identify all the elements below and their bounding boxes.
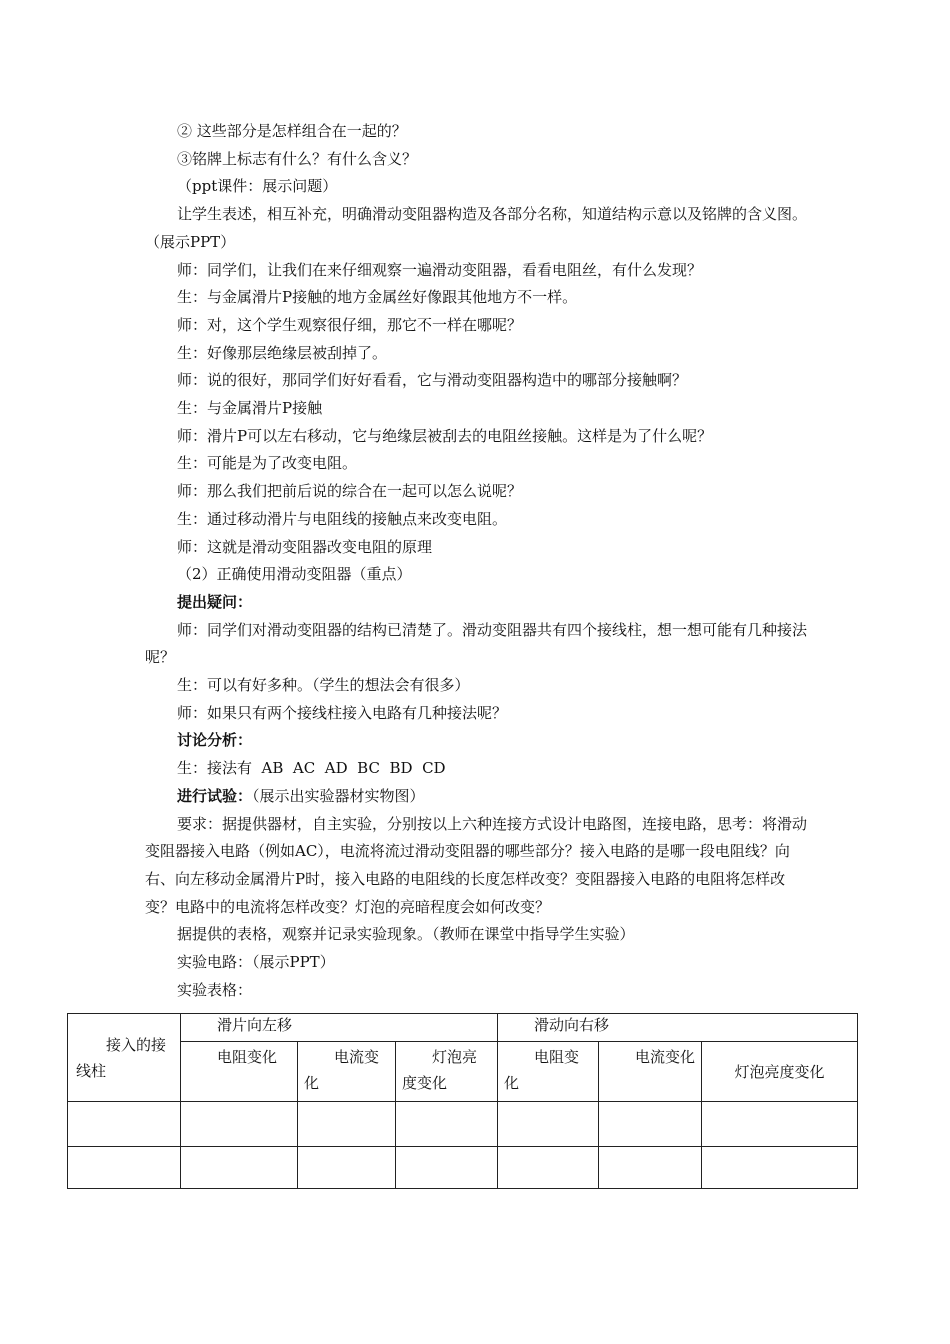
table-cell bbox=[702, 1102, 858, 1147]
paragraph: 师：那么我们把前后说的综合在一起可以怎么说呢？ bbox=[177, 482, 523, 501]
paragraph: 师：同学们，让我们在来仔细观察一遍滑动变阻器，看看电阻丝，有什么发现？ bbox=[177, 260, 703, 279]
paragraph: 师：说的很好，那同学们好好看看，它与滑动变阻器构造中的哪部分接触啊？ bbox=[177, 371, 688, 390]
lesson-text bbox=[145, 118, 815, 1005]
paragraph: 生：与金属滑片P接触的地方金属丝好像跟其他地方不一样。 bbox=[177, 288, 578, 307]
paragraph: 师：滑片P可以左右移动，它与绝缘层被刮去的电阻丝接触。这样是为了什么呢？ bbox=[177, 426, 713, 445]
header-slide-left-label: 滑片向左移 bbox=[217, 1016, 293, 1034]
header-slide-left bbox=[181, 1014, 498, 1042]
table-cell bbox=[396, 1147, 498, 1189]
paragraph-experiment-text: （展示出实验器材实物图） bbox=[252, 786, 425, 805]
table-cell bbox=[599, 1147, 702, 1189]
table-row bbox=[68, 1102, 858, 1147]
paragraph: 师：这就是滑动变阻器改变电阻的原理 bbox=[177, 537, 433, 556]
paragraph: 实验电路：（展示PPT） bbox=[177, 953, 335, 972]
paragraph: 生：与金属滑片P接触 bbox=[177, 399, 323, 418]
paragraph: 师：如果只有两个接线柱接入电路有几种接法呢？ bbox=[177, 703, 508, 722]
subheading-discussion: 讨论分析： bbox=[177, 731, 253, 750]
table-cell bbox=[599, 1102, 702, 1147]
table-cell bbox=[298, 1102, 396, 1147]
paragraph: ② 这些部分是怎样组合在一起的？ bbox=[177, 122, 407, 140]
paragraph: 生：通过移动滑片与电阻线的接触点来改变电阻。 bbox=[177, 509, 508, 528]
table-cell bbox=[498, 1102, 599, 1147]
paragraph: 生：可能是为了改变电阻。 bbox=[177, 454, 358, 473]
header-terminals bbox=[68, 1014, 181, 1102]
paragraph: 生：可以有好多种。（学生的想法会有很多） bbox=[177, 676, 470, 695]
paragraph: 实验表格： bbox=[177, 980, 253, 999]
subheader-label: 电流变化 bbox=[304, 1048, 380, 1092]
subheader-label: 灯泡亮度变化 bbox=[402, 1048, 478, 1092]
subheader-label: 电阻变化 bbox=[504, 1048, 580, 1092]
header-slide-right-label: 滑动向右移 bbox=[534, 1016, 610, 1034]
subheader-label: 电流变化 bbox=[635, 1048, 696, 1066]
paragraph-experiment bbox=[145, 783, 815, 811]
table-cell bbox=[181, 1102, 298, 1147]
subheader-label: 灯泡亮度变化 bbox=[734, 1062, 825, 1081]
subheading-experiment: 进行试验： bbox=[177, 786, 253, 805]
section-heading: （2）正确使用滑动变阻器（重点） bbox=[177, 565, 412, 584]
subheader-cell bbox=[396, 1042, 498, 1102]
paragraph: 生：好像那层绝缘层被刮掉了。 bbox=[177, 343, 388, 362]
subheading-raise-question: 提出疑问： bbox=[177, 592, 253, 611]
table-cell bbox=[181, 1147, 298, 1189]
table-cell bbox=[68, 1147, 181, 1189]
subheader-cell bbox=[702, 1042, 858, 1102]
header-slide-right bbox=[498, 1014, 858, 1042]
paragraph: 生：接法有 AB AC AD BC BD CD bbox=[177, 759, 446, 778]
subheader-cell bbox=[498, 1042, 599, 1102]
subheader-cell bbox=[298, 1042, 396, 1102]
paragraph: 让学生表述，相互补充，明确滑动变阻器构造及各部分名称，知道结构示意以及铭牌的含义图。（展示PPT） bbox=[145, 205, 808, 251]
paragraph: 师：同学们对滑动变阻器的结构已清楚了。滑动变阻器共有四个接线柱，想一想可能有几种接法呢？ bbox=[145, 620, 808, 667]
table-cell bbox=[396, 1102, 498, 1147]
table-row bbox=[68, 1147, 858, 1189]
subheader-label: 电阻变化 bbox=[217, 1048, 278, 1066]
table-cell bbox=[298, 1147, 396, 1189]
paragraph: 据提供的表格，观察并记录实验现象。（教师在课堂中指导学生实验） bbox=[177, 925, 635, 944]
paragraph: 师：对，这个学生观察很仔细，那它不一样在哪呢？ bbox=[177, 315, 523, 334]
table-cell bbox=[68, 1102, 181, 1147]
table-cell bbox=[702, 1147, 858, 1189]
paragraph: ③铭牌上标志有什么？有什么含义？ bbox=[177, 149, 418, 168]
experiment-table bbox=[67, 1013, 858, 1189]
paragraph: （ppt课件：展示问题） bbox=[177, 177, 338, 196]
subheader-cell bbox=[599, 1042, 702, 1102]
header-terminals-label: 接入的接线柱 bbox=[76, 1035, 167, 1080]
paragraph: 要求：据提供器材，自主实验，分别按以上六种连接方式设计电路图，连接电路，思考：将滑动变阻器接入电路（例如AC），电流将流过滑动变阻器的哪些部分？接入电路的是哪一段电阻线？向右、向左移动金属滑片P时，接入电路的电阻线的长度怎样改变？变阻器接入电路的电阻将怎样改变？电路中的电流将怎样改变？灯泡的亮暗程度会如何改变？ bbox=[145, 814, 808, 916]
table-cell bbox=[498, 1147, 599, 1189]
subheader-cell bbox=[181, 1042, 298, 1102]
